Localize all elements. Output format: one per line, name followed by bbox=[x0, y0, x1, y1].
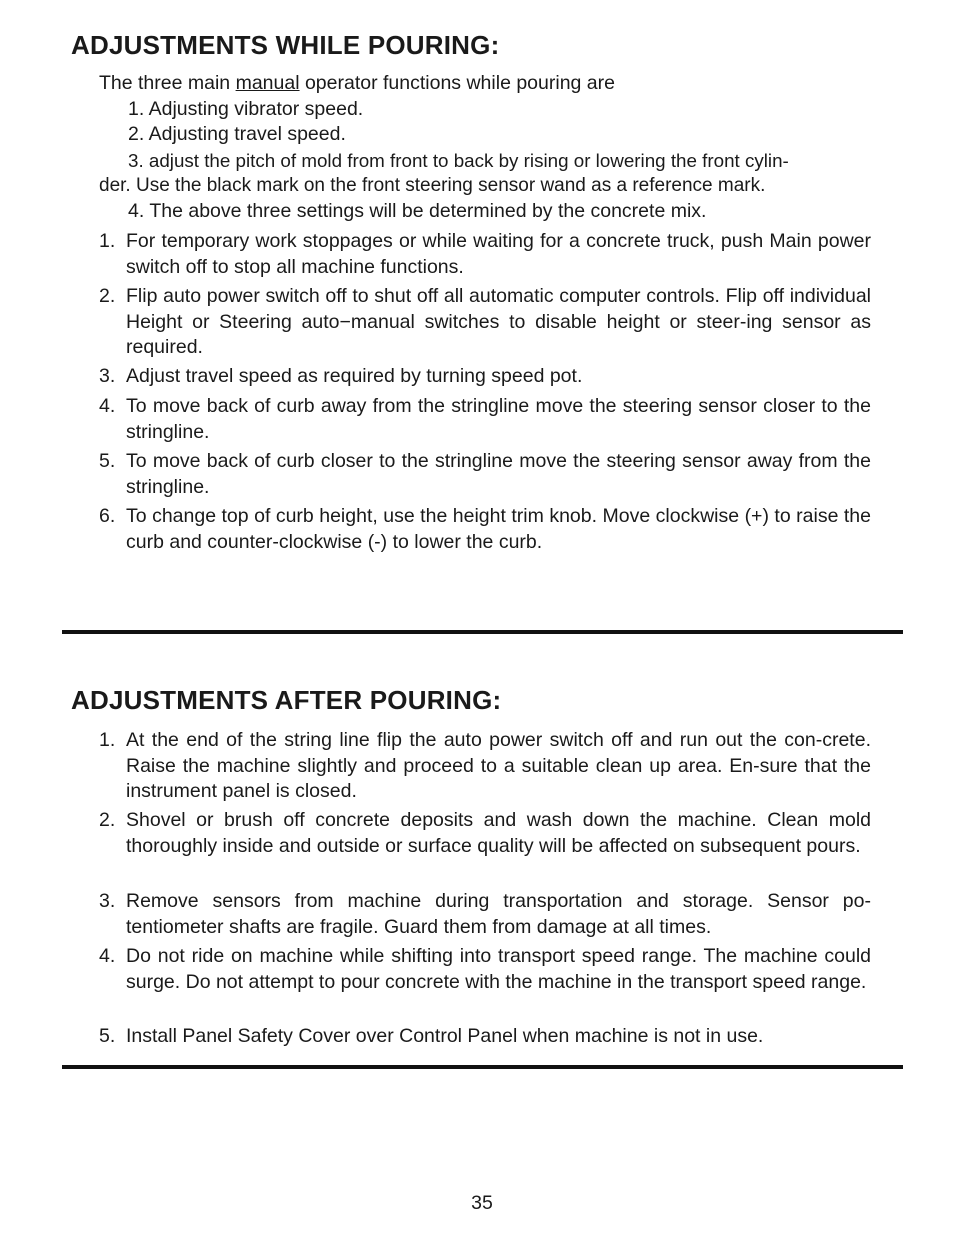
list-item: 5. To move back of curb closer to the stringline move the steering sensor away from the stringline. bbox=[99, 450, 871, 498]
page-number: 35 bbox=[471, 1192, 493, 1214]
list-item: 1. For temporary work stoppages or while waiting for a concrete truck, push Main power switch off to stop all machine functions. bbox=[99, 230, 871, 278]
sub-item: 2. Adjusting travel speed. bbox=[128, 123, 346, 145]
section-heading-after-pouring: ADJUSTMENTS AFTER POURING: bbox=[71, 685, 502, 715]
section-divider bbox=[62, 1065, 903, 1069]
sub-item: 1. Adjusting vibrator speed. bbox=[128, 98, 364, 120]
underlined-word: manual bbox=[235, 72, 300, 94]
intro-text: The three main manual operator functions while pouring are bbox=[99, 72, 615, 94]
list-item: 3. Adjust travel speed as required by turning speed pot. bbox=[99, 365, 583, 387]
sub-item: 3. adjust the pitch of mold from front to back by rising or lowering the front cylin- bbox=[128, 150, 789, 171]
list-item: 2. Shovel or brush off concrete deposits and wash down the machine. Clean mold thoroughly inside and outside or surface quality will be affected on subsequent pours. bbox=[99, 809, 871, 857]
list-item: 4. Do not ride on machine while shifting into transport speed range. The machine could surge. Do not attempt to pour concrete with the machine in the transport speed range. bbox=[99, 945, 871, 993]
sub-item-continued: der. Use the black mark on the front steering sensor wand as a reference mark. bbox=[99, 175, 766, 196]
list-item: 1. At the end of the string line flip the auto power switch off and run out the con-crete. Raise the machine slightly and proceed to a suitable clean up area. En-sure that the instrument panel is closed. bbox=[99, 729, 871, 802]
list-item: 5. Install Panel Safety Cover over Control Panel when machine is not in use. bbox=[99, 1025, 764, 1047]
section-divider bbox=[62, 630, 903, 634]
section-heading-while-pouring: ADJUSTMENTS WHILE POURING: bbox=[71, 30, 500, 60]
list-item: 3. Remove sensors from machine during transportation and storage. Sensor po-tentiometer shafts are fragile. Guard them from damage at all times. bbox=[99, 890, 871, 938]
sub-item: 4. The above three settings will be determined by the concrete mix. bbox=[128, 200, 707, 222]
list-item: 2. Flip auto power switch off to shut off all automatic computer controls. Flip off individual Height or Steering auto−manual switches to disable height or steer-ing sensor as required. bbox=[99, 285, 871, 358]
list-item: 4. To move back of curb away from the stringline move the steering sensor closer to the stringline. bbox=[99, 395, 871, 443]
list-item: 6. To change top of curb height, use the height trim knob. Move clockwise (+) to raise the curb and counter-clockwise (-) to lower the curb. bbox=[99, 505, 871, 553]
